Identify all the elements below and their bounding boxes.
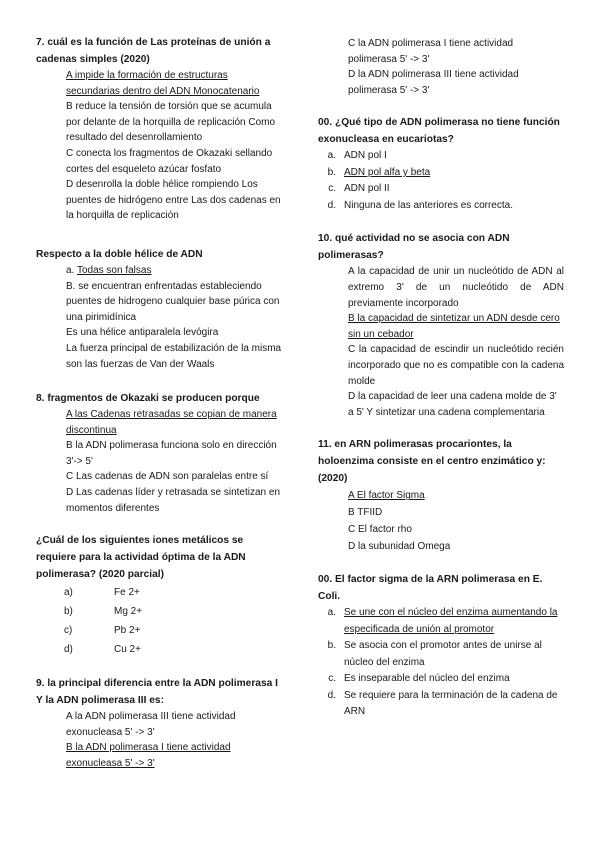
question-7-option-c: C conecta los fragmentos de Okazaki sellando cortes del esqueleto azúcar fosfato xyxy=(66,147,273,175)
list-item: a) Fe 2+ xyxy=(64,587,140,599)
list-item: b. ADN pol alfa y beta xyxy=(327,166,431,178)
question-9 xyxy=(36,675,284,771)
question-double-helix xyxy=(36,246,284,372)
list-item: c. Es inseparable del núcleo del enzima xyxy=(328,673,510,685)
question-9-title: 9. la principal diferencia entre la ADN polimerasa I Y la ADN polimerasa III es: xyxy=(36,678,278,707)
question-7-option-a: A impide la formación de estructuras secundarias dentro del ADN Monocatenario xyxy=(66,70,260,97)
double-helix-title: Respecto a la doble hélice de ADN xyxy=(36,248,203,260)
question-7-option-d: D desenrolla la doble hélice rompiendo Los puentes de hidrógeno entre Las dos cadenas en la horquilla de replicación xyxy=(66,179,281,222)
question-metal-ions xyxy=(36,532,284,659)
question-00-sigma-title: 00. El factor sigma de la ARN polimerasa en E. Coli. xyxy=(318,574,543,603)
double-helix-option-a xyxy=(66,263,284,279)
list-item: a. ADN pol I xyxy=(327,150,387,162)
double-helix-option-c: Es una hélice antiparalela levógira xyxy=(66,327,219,339)
question-7-option-b: B reduce la tensión de torsión que se acumula por delante de la horquilla de replicación Como resultado del desenrollamiento xyxy=(66,101,276,144)
question-11-option-c: C El factor rho xyxy=(348,524,412,536)
question-8-title: 8. fragmentos de Okazaki se producen porque xyxy=(36,393,260,405)
question-8-option-d: D Las cadenas líder y retrasada se sintetizan en momentos diferentes xyxy=(66,487,281,514)
question-9-option-a: A la ADN polimerasa III tiene actividad exonucleasa 5' -> 3' xyxy=(66,711,236,738)
double-helix-option-d: La fuerza principal de estabilización de la misma son las fuerzas de Van der Waals xyxy=(66,342,282,370)
question-10-option-b: B la capacidad de sintetizar un ADN desde cero sin un cebador xyxy=(348,313,560,340)
question-10-option-a: A la capacidad de unir un nucleótido de ADN al extremo 3' de un nucleótido de ADN previamente incorporado xyxy=(348,266,564,309)
question-10-option-c: C la capacidad de escindir un nucleótido recién incorporado que no es compatible con la cadena molde xyxy=(348,344,564,387)
question-00-sigma xyxy=(318,571,564,721)
question-8-option-b: B la ADN polimerasa funciona solo en dirección 3'-> 5' xyxy=(66,440,277,467)
question-7 xyxy=(36,34,284,224)
question-8 xyxy=(36,390,284,516)
question-10-title: 10. qué actividad no se asocia con ADN polimerasas? xyxy=(318,233,510,262)
list-item: c) Pb 2+ xyxy=(64,625,141,637)
double-helix-option-b: B. se encuentran enfrentadas estableciendo puentes de hidrogeno cualquier base púrica con una pirimidínica xyxy=(66,280,280,323)
question-11-option-d: D la subunidad Omega xyxy=(348,541,451,553)
question-00-sigma-list xyxy=(318,605,564,721)
right-column xyxy=(318,36,564,737)
question-00-exonuclease-list xyxy=(318,148,564,214)
list-item: d) Cu 2+ xyxy=(64,644,141,656)
question-9-continued xyxy=(318,36,564,98)
metal-ions-list xyxy=(36,583,284,659)
left-column xyxy=(36,34,284,788)
list-item: b. Se asocia con el promotor antes de unirse al núcleo del enzima xyxy=(327,640,542,668)
question-11-title: 11. en ARN polimerasas procariontes, la holoenzima consiste en el centro enzimático y: (2020) xyxy=(318,439,546,485)
list-item: d. Se requiere para la terminación de la cadena de ARN xyxy=(327,689,558,718)
double-helix-option-a-text: Todas son falsas xyxy=(76,264,152,276)
question-8-option-a: A las Cadenas retrasadas se copian de manera discontinua xyxy=(66,409,277,436)
list-item: b) Mg 2+ xyxy=(64,606,143,618)
question-11 xyxy=(318,436,564,555)
question-10 xyxy=(318,230,564,420)
list-item: d. Ninguna de las anteriores es correcta. xyxy=(327,199,513,211)
question-9-option-c: C la ADN polimerasa I tiene actividad polimerasa 5' -> 3' xyxy=(348,38,514,65)
question-10-option-d: D la capacidad de leer una cadena molde de 3' a 5' Y sintetizar una cadena complementaria xyxy=(348,391,557,418)
question-8-option-c: C Las cadenas de ADN son paralelas entre sí xyxy=(66,471,269,483)
list-item: c. ADN pol II xyxy=(328,183,390,195)
metal-ions-title: ¿Cuál de los siguientes iones metálicos se requiere para la actividad óptima de la ADN polimerasa? (2020 parcial) xyxy=(36,535,246,581)
question-11-option-a: A El factor Sigma xyxy=(348,490,425,502)
list-item: a. Se une con el núcleo del enzima aumentando la especificada de unión al promotor xyxy=(327,607,558,635)
question-00-exonuclease-title: 00. ¿Qué tipo de ADN polimerasa no tiene función exonucleasa en eucariotas? xyxy=(318,117,560,146)
question-00-exonuclease xyxy=(318,114,564,214)
double-helix-option-a-marker: a. xyxy=(66,264,75,276)
question-9-option-d: D la ADN polimerasa III tiene actividad polimerasa 5' -> 3' xyxy=(348,69,519,96)
question-7-title: 7. cuál es la función de Las proteínas de unión a cadenas simples (2020) xyxy=(36,37,271,65)
question-9-option-b: B la ADN polimerasa I tiene actividad exonucleasa 5' -> 3' xyxy=(66,742,231,770)
question-11-option-b: B TFIID xyxy=(348,507,383,519)
